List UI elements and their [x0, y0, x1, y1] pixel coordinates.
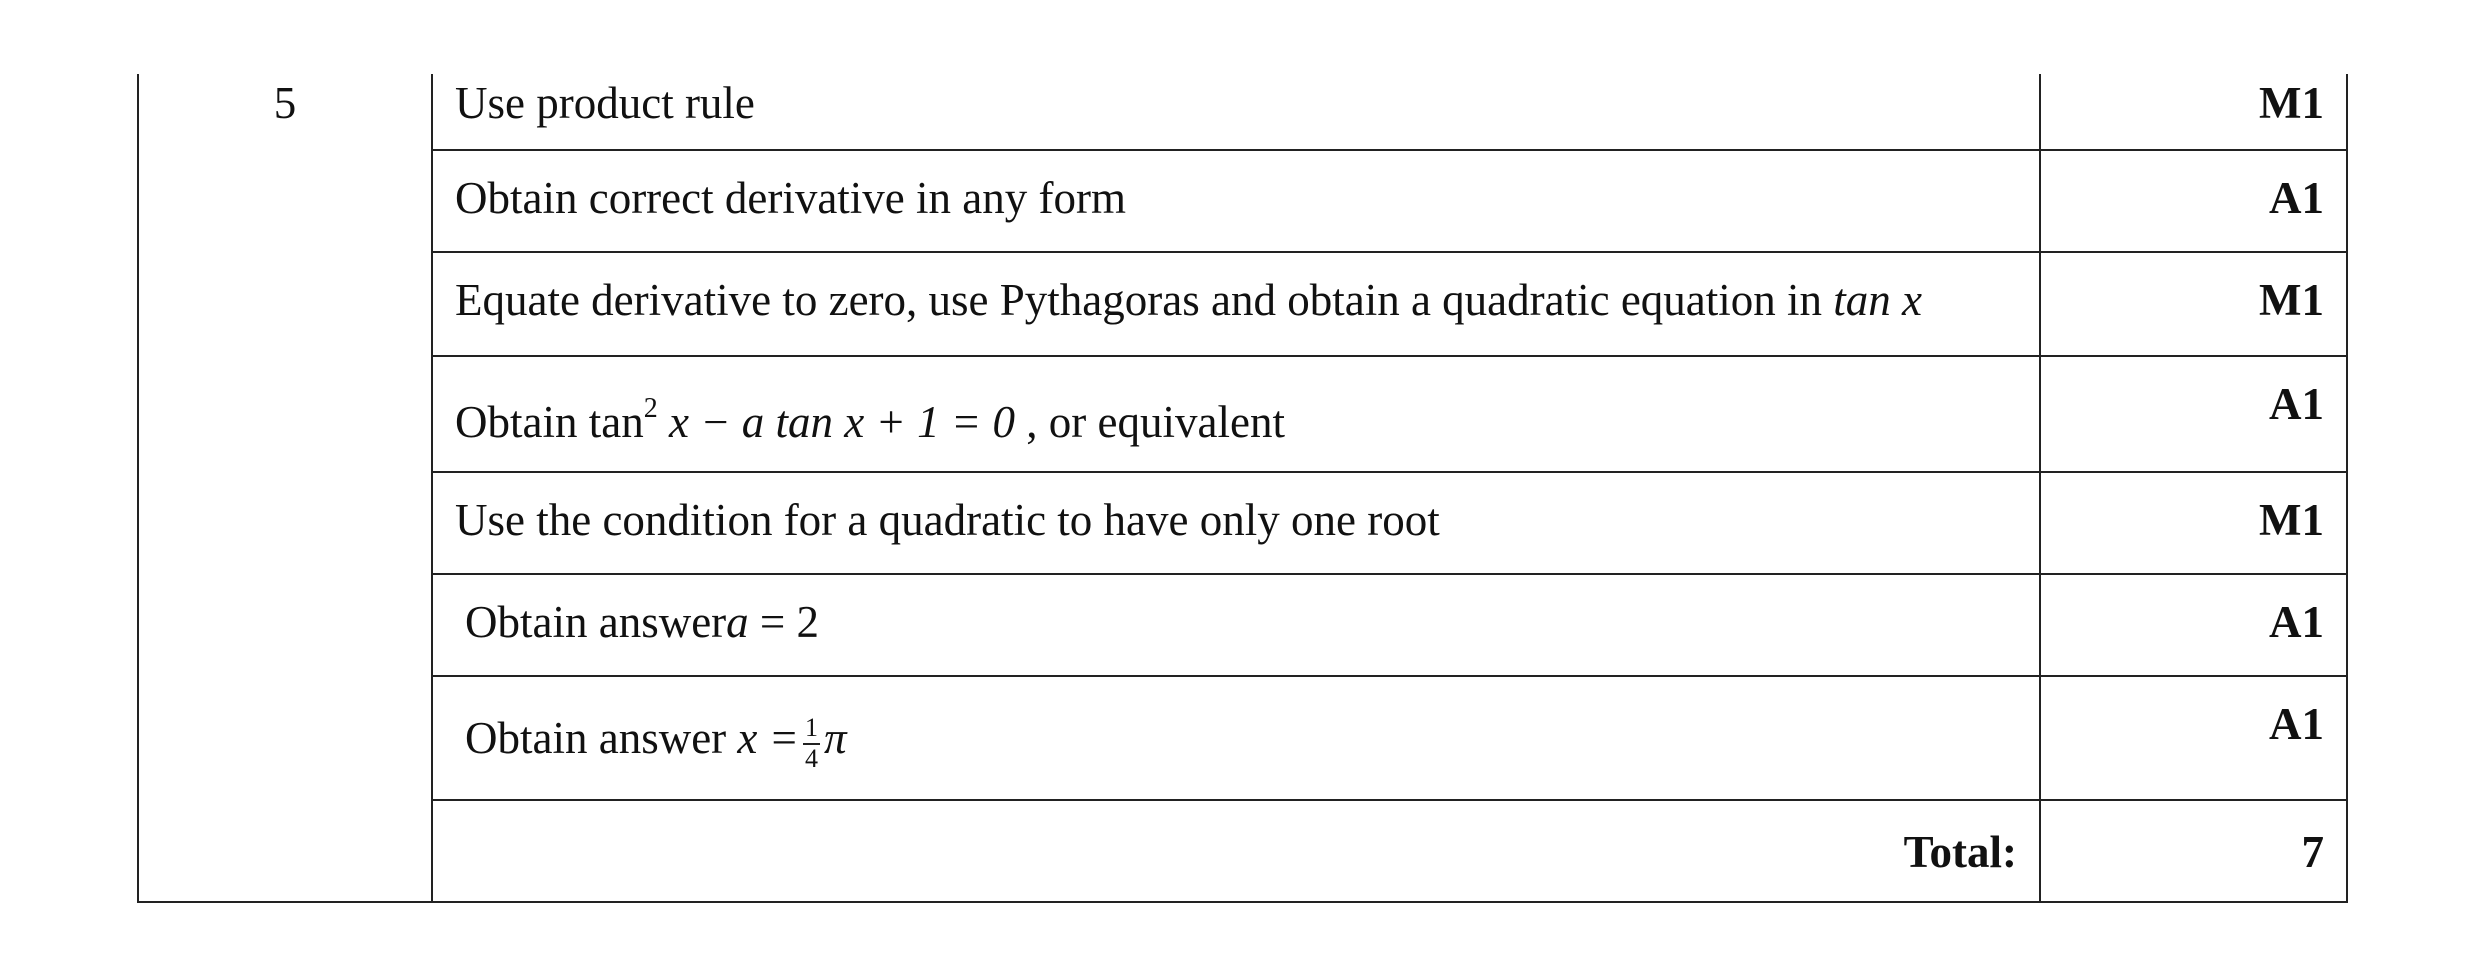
step-description [432, 574, 2040, 676]
step-description [432, 472, 2040, 574]
step-description [432, 150, 2040, 252]
table-row [138, 252, 2347, 356]
table-row [138, 150, 2347, 252]
step-text: Obtain answer [465, 713, 727, 763]
step-mark: M1 [2040, 472, 2347, 574]
math-expression: tan x [1833, 275, 1923, 325]
step-text: Obtain answer [465, 597, 727, 647]
table-row [138, 676, 2347, 800]
math-pi: π [824, 713, 847, 763]
step-description [432, 252, 2040, 356]
fraction-denominator: 4 [805, 744, 819, 773]
math-expression: x − a tan x + 1 = 0 [657, 397, 1016, 447]
step-mark: M1 [2040, 74, 2347, 150]
fraction [803, 714, 820, 773]
total-row [138, 800, 2347, 902]
step-text: Use the condition for a quadratic to have only one root [455, 495, 1440, 545]
total-label: Total: [432, 800, 2040, 902]
step-text: Use product rule [455, 78, 755, 128]
total-value: 7 [2040, 800, 2347, 902]
math-variable: a [726, 597, 749, 647]
step-text-after: = 2 [748, 597, 820, 647]
step-description [432, 74, 2040, 150]
step-description [432, 356, 2040, 472]
math-tan: tan [588, 397, 644, 447]
table-row [138, 74, 2347, 150]
fraction-numerator: 1 [803, 714, 820, 745]
table-row [138, 472, 2347, 574]
step-mark: A1 [2040, 356, 2347, 472]
step-mark: A1 [2040, 574, 2347, 676]
table-row [138, 574, 2347, 676]
question-number: 5 [138, 74, 432, 902]
math-expression: x = [737, 713, 800, 763]
step-text: Obtain [455, 397, 589, 447]
mark-scheme-table [137, 74, 2348, 903]
step-mark: A1 [2040, 676, 2347, 800]
step-mark: A1 [2040, 150, 2347, 252]
math-superscript: 2 [643, 393, 658, 424]
step-mark: M1 [2040, 252, 2347, 356]
step-text: Equate derivative to zero, use Pythagoras and obtain a quadratic equation in [455, 275, 1834, 325]
step-text: Obtain correct derivative in any form [455, 173, 1126, 223]
table-row [138, 356, 2347, 472]
step-description [432, 676, 2040, 800]
step-text-after: , or equivalent [1015, 397, 1285, 447]
